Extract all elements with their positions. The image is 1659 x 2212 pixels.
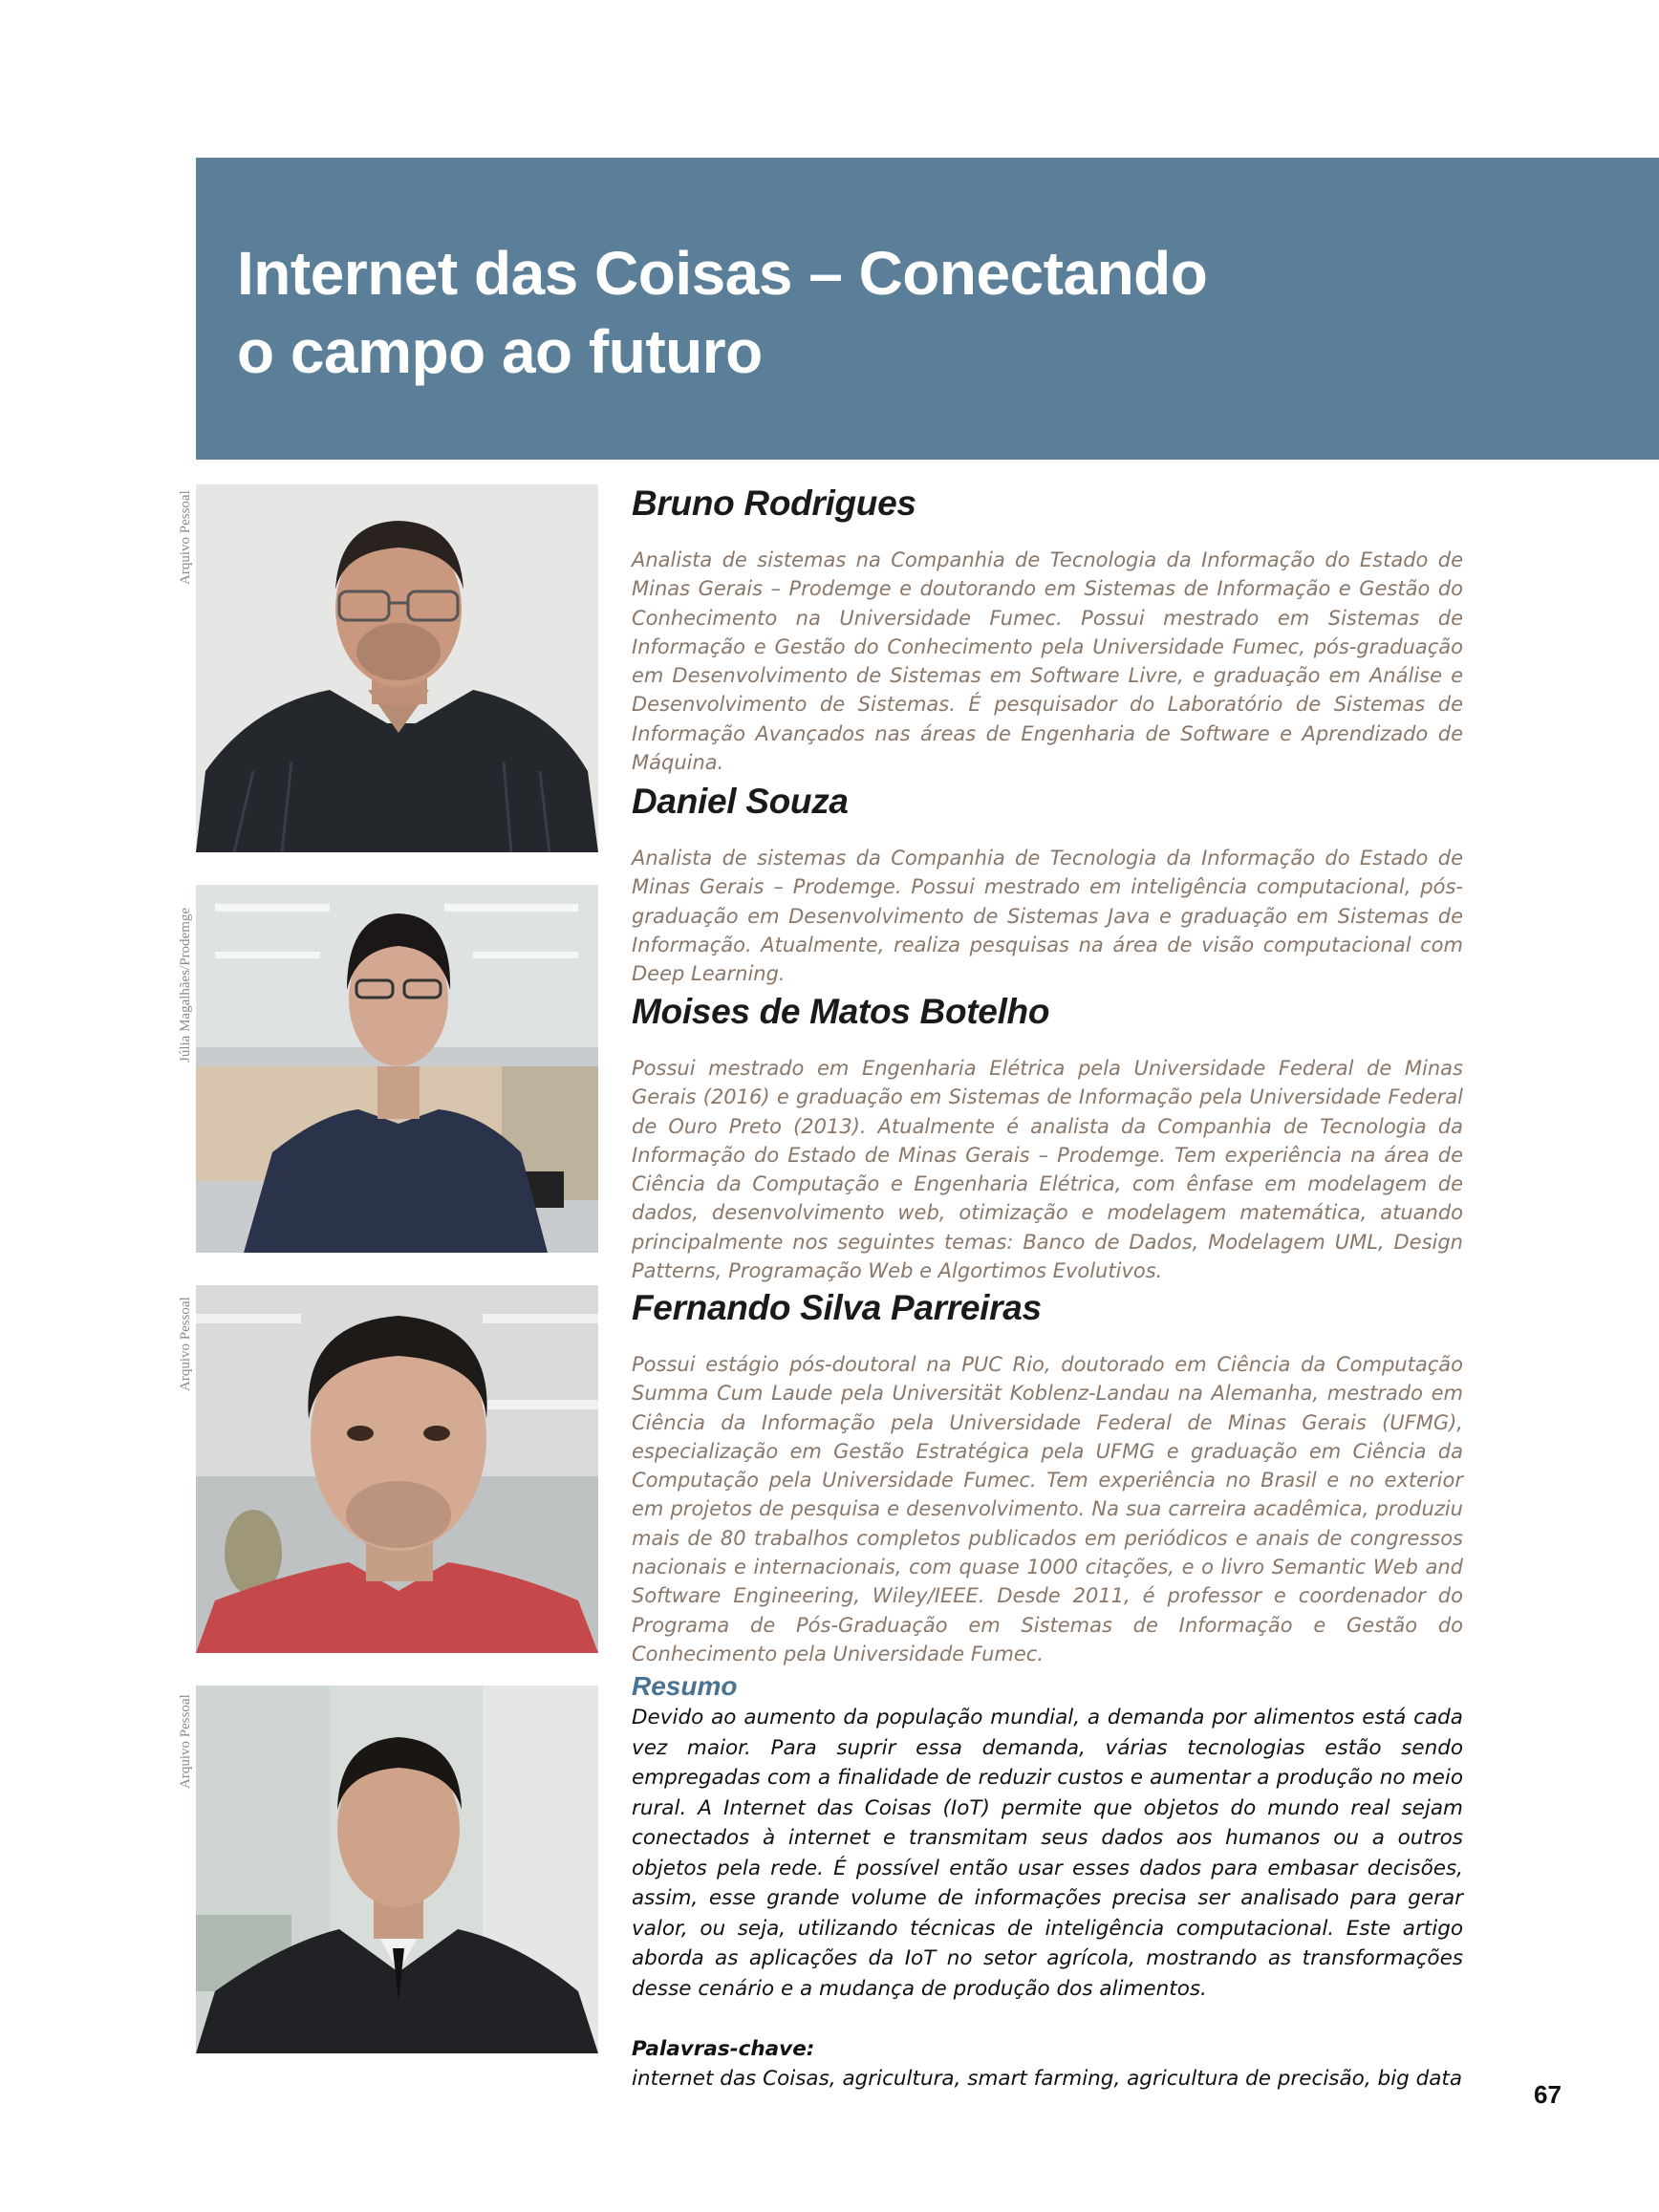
portrait-illustration <box>196 1686 598 2053</box>
author-bio-moises <box>632 989 1463 1285</box>
portrait-illustration <box>196 885 598 1253</box>
abstract-title: Resumo <box>632 1671 738 1701</box>
title-banner <box>196 158 1659 460</box>
author-photo-bruno <box>196 484 598 852</box>
author-description: Possui estágio pós-doutoral na PUC Rio, doutorado em Ciência da Computação Summa Cum Laude pela Universität Koblenz-Landau na Alemanha, mestrado em Ciência da Informação pela Universidade Federal de Minas Gerais (UFMG), especialização em Gestão Estratégica pela UFMG e graduação em Ciência da Computação pela Universidade Fumec. Tem experiência no Brasil e no exterior em projetos de pesquisa e desenvolvimento. Na sua carreira acadêmica, produziu mais de 80 trabalhos completos publicados em periódicos e anais de congressos nacionais e internacionais, com quase 1000 citações, e o livro Semantic Web and Software Engineering, Wiley/IEEE. Desde 2011, é professor e coordenador do Programa de Pós-Graduação em Sistemas de Informação e Gestão do Conhecimento pela Universidade Fumec. <box>632 1353 1463 1665</box>
author-name: Moises de Matos Botelho <box>632 992 1050 1031</box>
author-bio-daniel <box>632 779 1463 988</box>
author-photo-daniel <box>196 885 598 1253</box>
author-bio-fernando <box>632 1285 1463 1668</box>
abstract-section <box>632 1670 1463 2094</box>
author-description: Possui mestrado em Engenharia Elétrica pela Universidade Federal de Minas Gerais (2016) e graduação em Sistemas de Informação pela Universidade Federal de Ouro Preto (2013). Atualmente é analista da Companhia de Tecnologia da Informação do Estado de Minas Gerais – Prodemge. Tem experiência na área de Ciência da Computação e Engenharia Elétrica, com ênfase em modelagem de dados, desenvolvimento web, otimização e modelagem matemática, atuando principalmente nos seguintes temas: Banco de Dados, Modelagem UML, Design Patterns, Programação Web e Algortimos Evolutivos. <box>632 1057 1463 1283</box>
article-title-line-2: o campo ao futuro <box>237 317 763 386</box>
keywords-label: Palavras-chave: <box>632 2037 815 2061</box>
author-name: Bruno Rodrigues <box>632 483 916 523</box>
abstract-text: Devido ao aumento da população mundial, a demanda por alimentos está cada vez maior. Para suprir essa demanda, várias tecnologias estão sendo empregadas com a finalidade de reduzir custos e aumentar a produção no meio rural. A Internet das Coisas (IoT) permite que objetos do mundo real sejam conectados à internet e transmitam seus dados aos humanos ou a outros objetos pela rede. É possível então usar esses dados para embasar decisões, assim, esse grande volume de informações precisa ser analisado para gerar valor, ou seja, utilizando técnicas de inteligência computacional. Este artigo aborda as aplicações da IoT no setor agrícola, mostrando as transformações desse cenário e a mudança de produção dos alimentos. <box>632 1706 1463 2001</box>
author-name: Fernando Silva Parreiras <box>632 1288 1042 1327</box>
author-photo-moises <box>196 1686 598 2053</box>
page-number: 67 <box>1534 2080 1562 2109</box>
article-title-line-1: Internet das Coisas – Conectando <box>237 239 1208 308</box>
author-photo-fernando <box>196 1285 598 1653</box>
portrait-illustration <box>196 484 598 852</box>
keywords-text: internet das Coisas, agricultura, smart farming, agricultura de precisão, big data <box>632 2067 1463 2091</box>
author-name: Daniel Souza <box>632 782 849 821</box>
author-description: Analista de sistemas na Companhia de Tecnologia da Informação do Estado de Minas Gerais – Prodemge e doutorando em Sistemas de Informação e Gestão do Conhecimento na Universidade Fumec. Possui mestrado em Sistemas de Informação e Gestão do Conhecimento pela Universidade Fumec, pós-graduação em Desenvolvimento de Sistemas em Software Livre, e graduação em Análise e Desenvolvimento de Sistemas. É pesquisador do Laboratório de Sistemas de Informação Avançados nas áreas de Engenharia de Software e Aprendizado de Máquina. <box>632 548 1463 775</box>
portrait-illustration <box>196 1285 598 1653</box>
author-bio-bruno <box>632 481 1463 777</box>
article-title <box>237 234 1207 391</box>
author-description: Analista de sistemas da Companhia de Tecnologia da Informação do Estado de Minas Gerais – Prodemge. Possui mestrado em inteligência computacional, pós-graduação em Desenvolvimento de Sistemas Java e graduação em Sistemas de Informação. Atualmente, realiza pesquisas na área de visão computacional com Deep Learning. <box>632 847 1463 986</box>
